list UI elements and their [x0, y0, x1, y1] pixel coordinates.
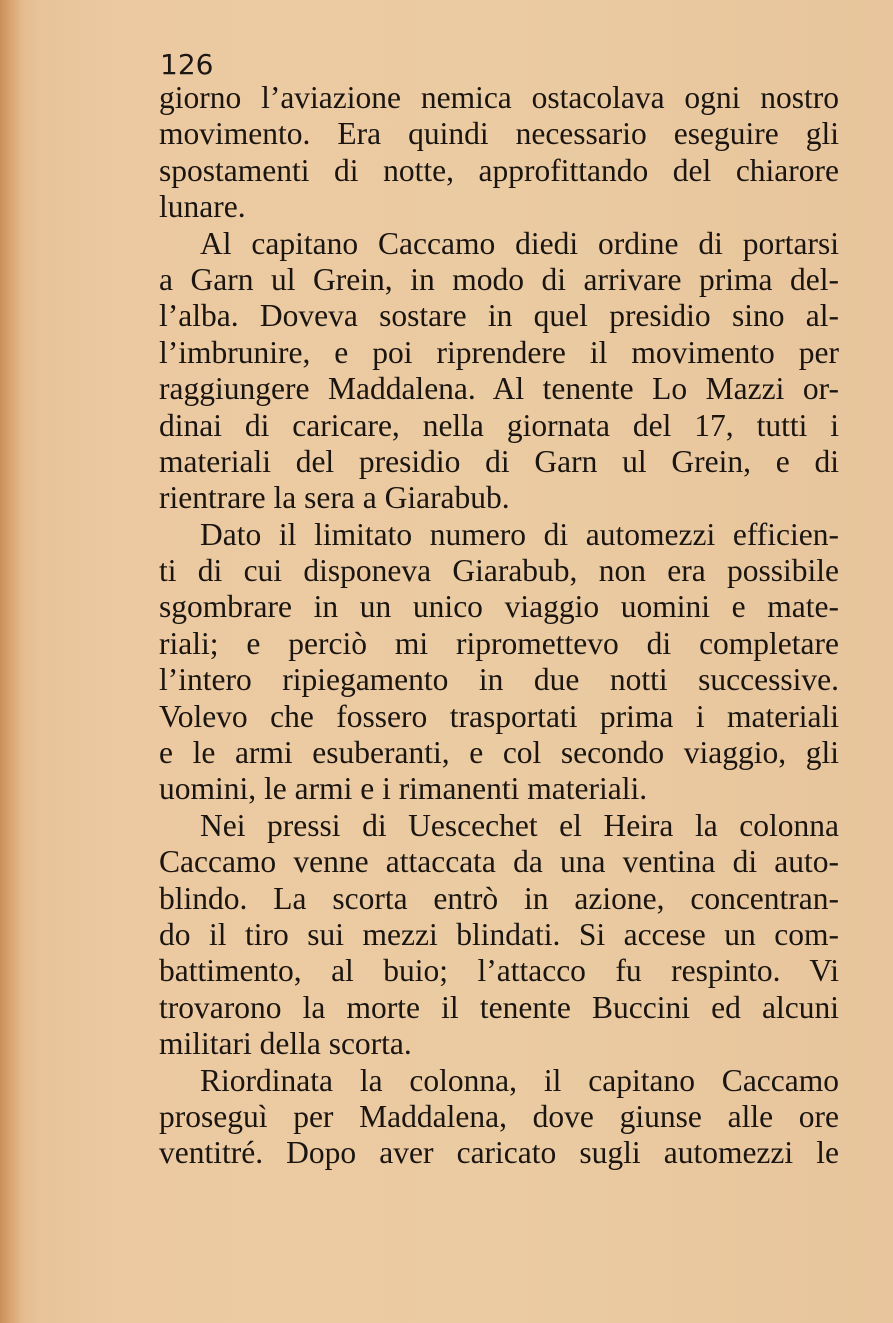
text-line: a Garn ul Grein, in modo di arrivare prima del-: [159, 261, 839, 297]
text-line: ti di cui disponeva Giarabub, non era possibile: [159, 553, 839, 589]
text-line: giorno l’aviazione nemica ostacolava ogni nostro: [159, 80, 839, 115]
text-line: raggiungere Maddalena. Al tenente Lo Mazzi or-: [159, 371, 839, 407]
text-line: Nei pressi di Uescechet el Heira la colonna: [200, 807, 839, 843]
text-line: do il tiro sui mezzi blindati. Si accese un com-: [159, 916, 839, 952]
text-line: l’imbrunire, e poi riprendere il movimento per: [159, 334, 839, 370]
page-edge: [0, 0, 22, 1323]
text-line: dinai di caricare, nella giornata del 17, tutti i: [159, 407, 839, 443]
text-line: proseguì per Maddalena, dove giunse alle ore: [159, 1098, 839, 1134]
text-line: sgombrare in un unico viaggio uomini e mate-: [159, 589, 839, 625]
text-line: militari della scorta.: [159, 1026, 412, 1062]
text-line: Dato il limitato numero di automezzi efficien-: [200, 516, 839, 552]
text-line: blindo. La scorta entrò in azione, concentran-: [159, 880, 839, 916]
text-line: materiali del presidio di Garn ul Grein, e di: [159, 443, 839, 479]
text-line: Volevo che fossero trasportati prima i materiali: [159, 698, 839, 734]
text-line: e le armi esuberanti, e col secondo viaggio, gli: [159, 735, 839, 771]
text-line: Caccamo venne attaccata da una ventina di auto-: [159, 844, 839, 880]
page-number: 126: [160, 48, 214, 81]
text-line: riali; e perciò mi ripromettevo di completare: [159, 625, 839, 661]
text-line: movimento. Era quindi necessario eseguire gli: [159, 116, 839, 152]
text-line: Riordinata la colonna, il capitano Caccamo: [200, 1062, 839, 1098]
text-line: uomini, le armi e i rimanenti materiali.: [159, 771, 648, 807]
text-line: Al capitano Caccamo diedi ordine di portarsi: [200, 225, 839, 261]
text-line: trovarono la morte il tenente Buccini ed alcuni: [159, 989, 839, 1025]
text-line: l’intero ripiegamento in due notti successive.: [159, 662, 839, 698]
text-line: spostamenti di notte, approfittando del chiarore: [159, 152, 839, 188]
text-line: l’alba. Doveva sostare in quel presidio sino al-: [159, 298, 839, 334]
body-text: [159, 80, 839, 1172]
text-line: battimento, al buio; l’attacco fu respinto. Vi: [159, 953, 839, 989]
text-line: lunare.: [159, 189, 246, 225]
text-line: rientrare la sera a Giarabub.: [159, 480, 510, 516]
text-line: ventitré. Dopo aver caricato sugli automezzi le: [159, 1135, 839, 1171]
